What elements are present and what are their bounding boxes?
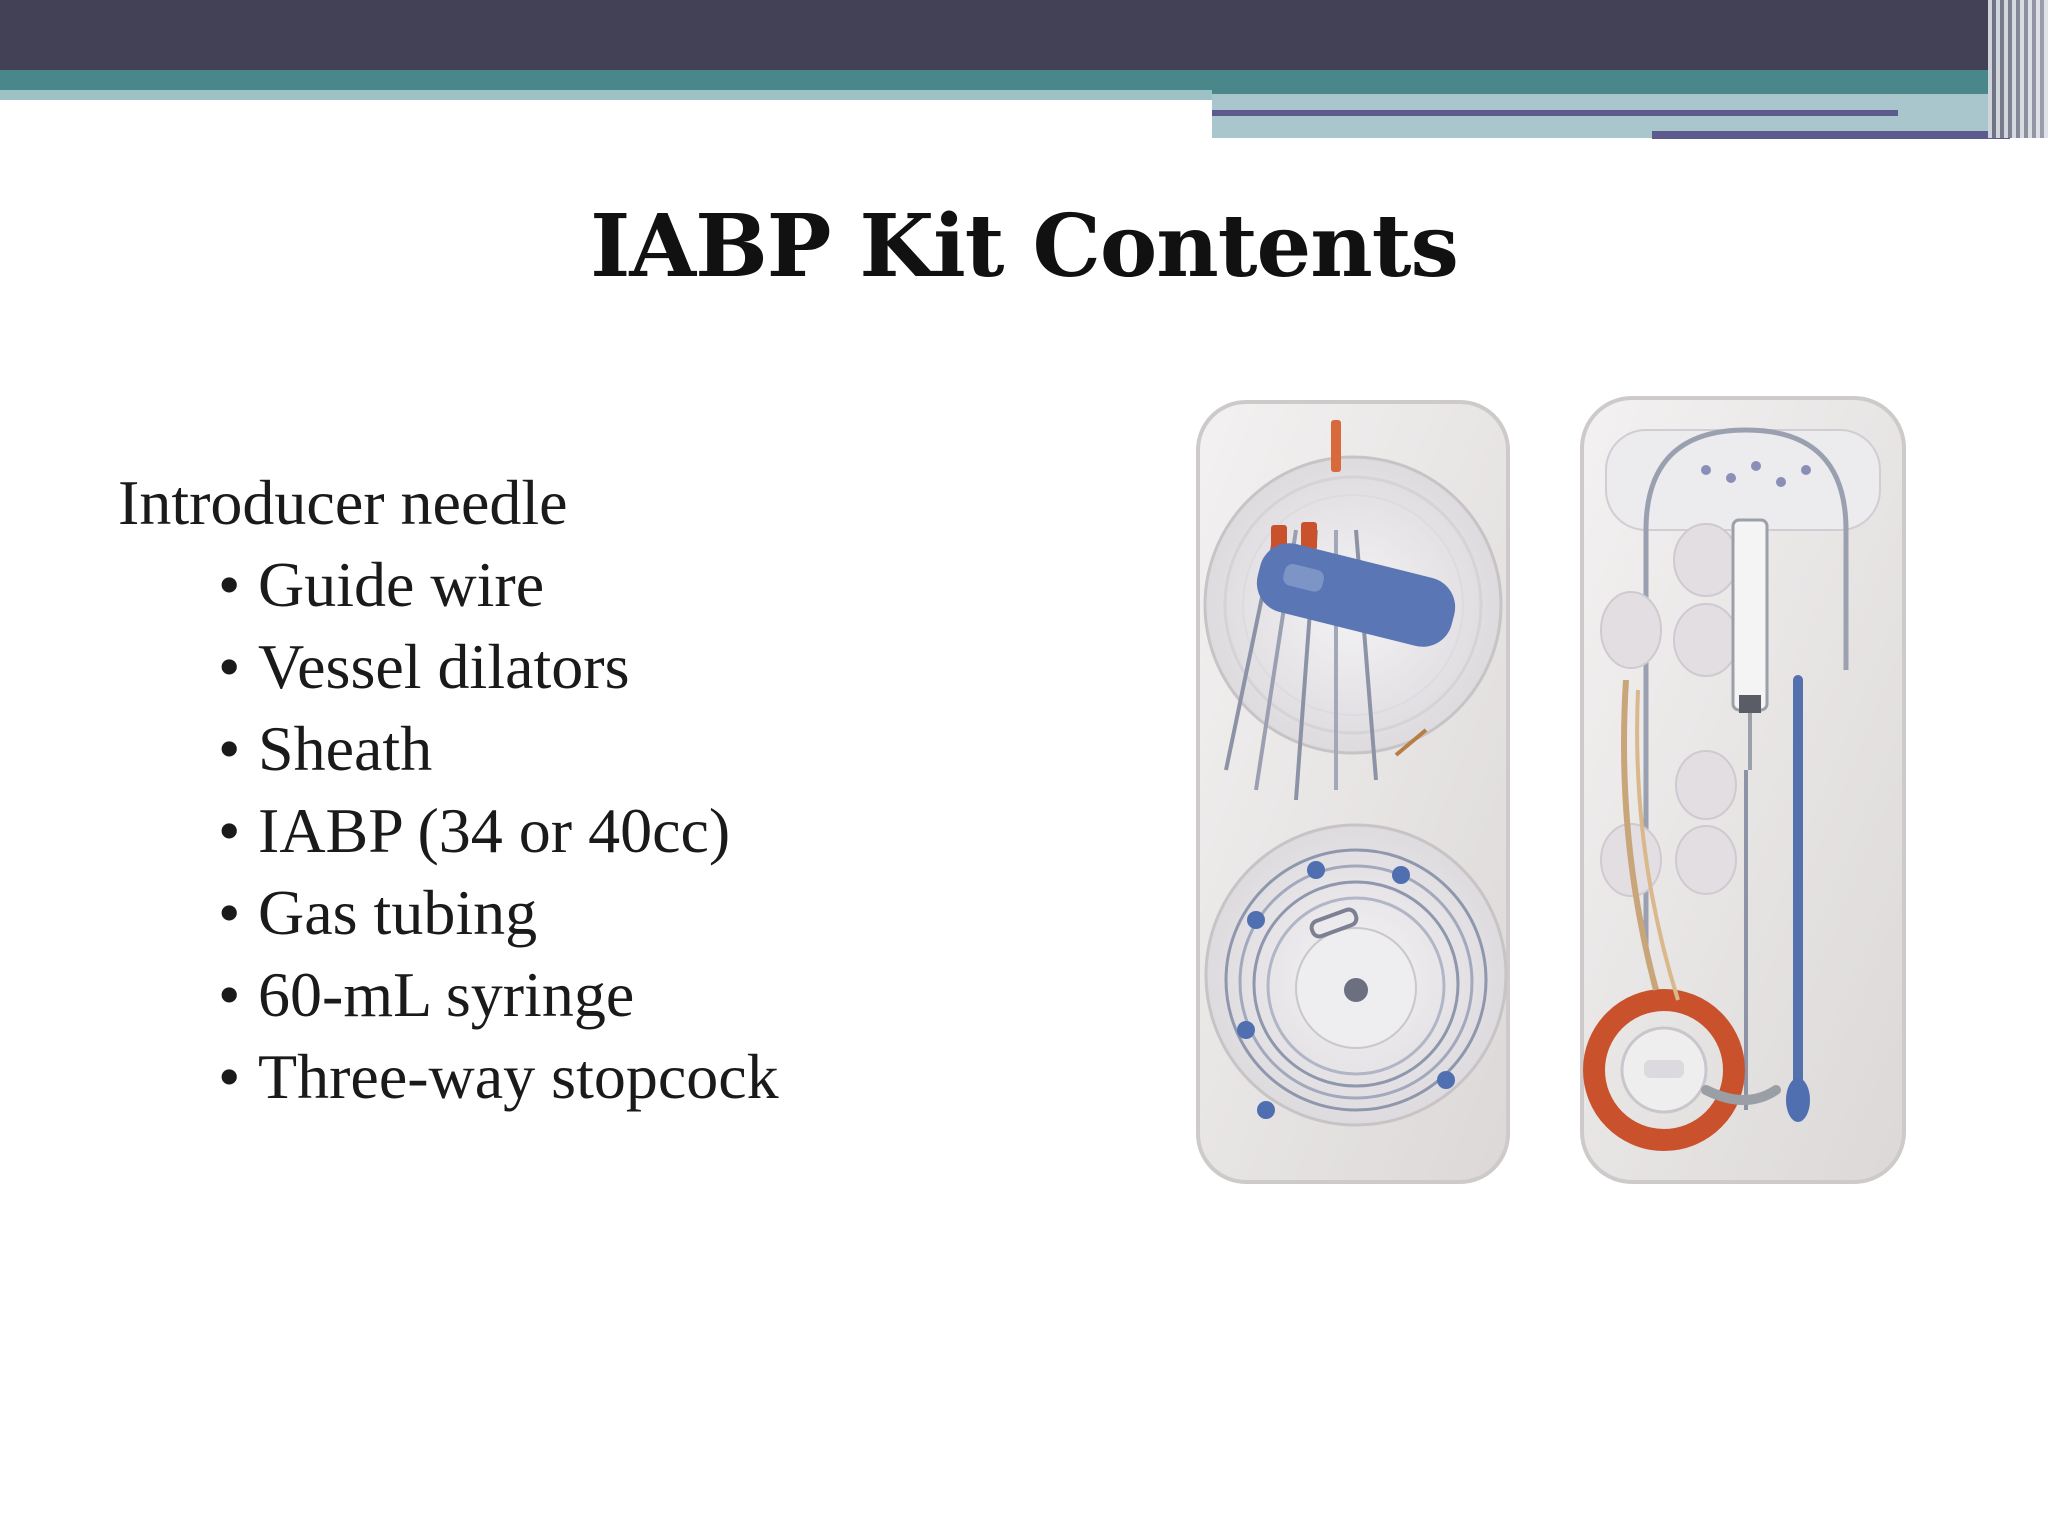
bullet-icon: • (218, 959, 241, 1030)
list-item (218, 626, 1118, 708)
header-band-pale (0, 90, 1212, 100)
slide-title: IABP Kit Contents (590, 196, 1458, 297)
iabp-kit-photo (1186, 390, 1946, 1190)
list-item-text: 60-mL syringe (258, 959, 635, 1030)
header-band-right-top (1212, 70, 2048, 94)
header-band-teal (0, 70, 1212, 90)
bullet-list (118, 544, 1118, 1118)
list-item-text: IABP (34 or 40cc) (258, 795, 731, 866)
left-tray (1198, 402, 1508, 1182)
bullet-icon: • (218, 549, 241, 620)
header-band-dark (0, 0, 2048, 70)
list-item-text: Three-way stopcock (258, 1041, 779, 1112)
list-item (218, 790, 1118, 872)
list-item (218, 872, 1118, 954)
list-item (218, 954, 1118, 1036)
list-item (218, 544, 1118, 626)
list-item (218, 708, 1118, 790)
header-accent-line (1212, 110, 1898, 116)
bullet-icon: • (218, 713, 241, 784)
list-item (218, 1036, 1118, 1118)
list-item-text: Vessel dilators (258, 631, 630, 702)
bullet-icon: • (218, 1041, 241, 1112)
intro-line: Introducer needle (118, 467, 568, 538)
header-accent-line-short (1652, 131, 2010, 139)
right-tray (1582, 398, 1904, 1182)
bullet-icon: • (218, 631, 241, 702)
iabp-kit-illustration (1186, 390, 1946, 1190)
bullet-icon: • (218, 877, 241, 948)
content-list (118, 462, 1118, 1118)
bullet-icon: • (218, 795, 241, 866)
list-item-text: Sheath (258, 713, 433, 784)
list-item-text: Gas tubing (258, 877, 538, 948)
list-item-text: Guide wire (258, 549, 545, 620)
header-stripes-overlay (1988, 0, 2048, 138)
